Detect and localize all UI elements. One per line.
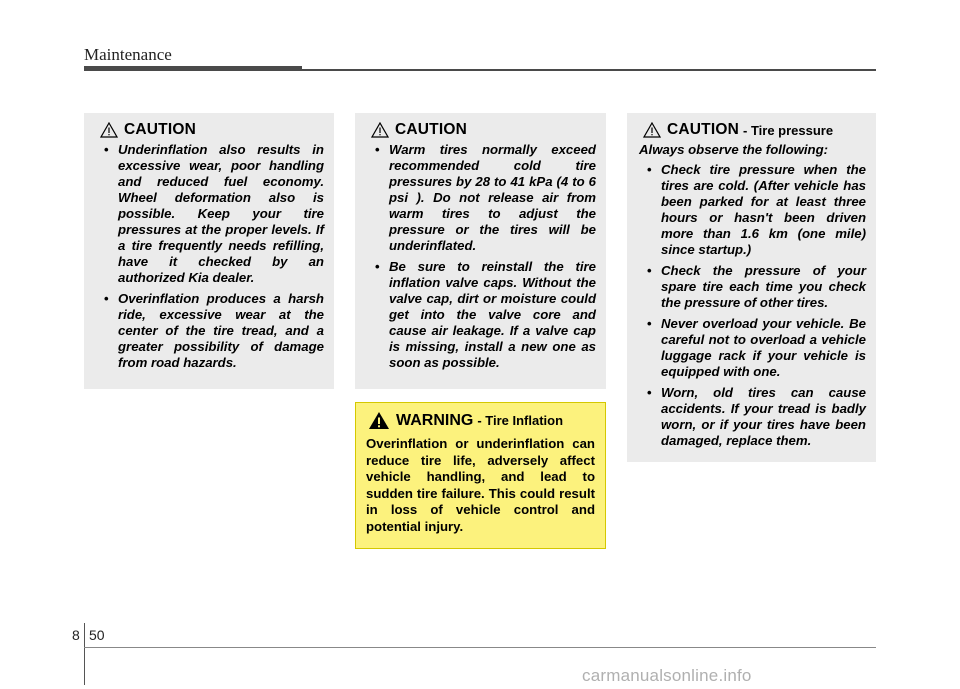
caution-label: CAUTION — [667, 121, 740, 138]
list-item: • Overinflation produces a harsh ride, excessive wear at the center of the tire tread, and a greater possibility of damage from road hazards. — [104, 291, 324, 370]
caution-subtitle: - Tire pressure — [743, 122, 834, 138]
header-rule-thin — [302, 69, 876, 71]
caution-label: CAUTION — [124, 121, 197, 138]
watermark: carmanualsonline.info — [582, 666, 752, 685]
footer-rule — [84, 647, 876, 648]
list-item: • Underinflation also results in excessive wear, poor handling and reduced fuel economy. Wheel deformation also is possible. Keep your tire pressures at the proper levels. If a tire frequently needs refilling, have it checked by an authorized Kia dealer. — [104, 142, 324, 285]
footer-divider — [84, 623, 85, 685]
list-item: • Warm tires normally exceed recommended cold tire pressures by 28 to 41 kPa (4 to 6 psi ). Do not release air from warm tires to adjust the pressure or the tires will be underinflated. — [375, 142, 596, 253]
caution-list — [639, 162, 866, 449]
caution-triangle-icon — [371, 122, 389, 138]
warning-subtitle: - Tire Inflation — [477, 413, 564, 428]
caution-box-underinflation — [84, 113, 334, 389]
caution-triangle-icon — [100, 122, 118, 138]
warning-body: Overinflation or underinflation can reduce tire life, adversely affect vehicle handling, and lead to sudden tire failure. This could result in loss of vehicle control and potential injury. — [366, 436, 595, 534]
list-item: • Never overload your vehicle. Be careful not to overload a vehicle luggage rack if your vehicle is equipped with one. — [647, 316, 866, 379]
list-item: • Check the pressure of your spare tire each time you check the pressure of other tires. — [647, 263, 866, 310]
caution-triangle-icon — [643, 122, 661, 138]
list-item: • Check tire pressure when the tires are cold. (After vehicle has been parked for at least three hours or hasn't been driven more than 1.6 km (one mile) since startup.) — [647, 162, 866, 257]
page-header-title: Maintenance — [84, 45, 172, 64]
warning-triangle-icon — [368, 411, 390, 430]
list-item: • Worn, old tires can cause accidents. If your tread is badly worn, or if your tires have been damaged, replace them. — [647, 385, 866, 448]
warning-box-tire-inflation — [355, 402, 606, 549]
caution-intro: Always observe the following: — [639, 142, 829, 157]
caution-box-warm-tires — [355, 113, 606, 389]
caution-label: CAUTION — [395, 121, 468, 138]
header-rule-thick — [84, 66, 302, 71]
warning-box-header — [366, 411, 595, 430]
warning-label: WARNING — [396, 411, 474, 429]
caution-box-header — [639, 121, 866, 139]
caution-box-header — [367, 121, 596, 139]
chapter-number: 8 — [72, 627, 80, 643]
caution-box-header — [96, 121, 324, 139]
page-number: 50 — [89, 627, 105, 643]
caution-list — [96, 142, 324, 371]
list-item: • Be sure to reinstall the tire inflation valve caps. Without the valve cap, dirt or moisture could get into the valve core and cause air leakage. If a valve cap is missing, install a new one as soon as possible. — [375, 259, 596, 370]
caution-list — [367, 142, 596, 371]
caution-box-tire-pressure — [627, 113, 876, 462]
